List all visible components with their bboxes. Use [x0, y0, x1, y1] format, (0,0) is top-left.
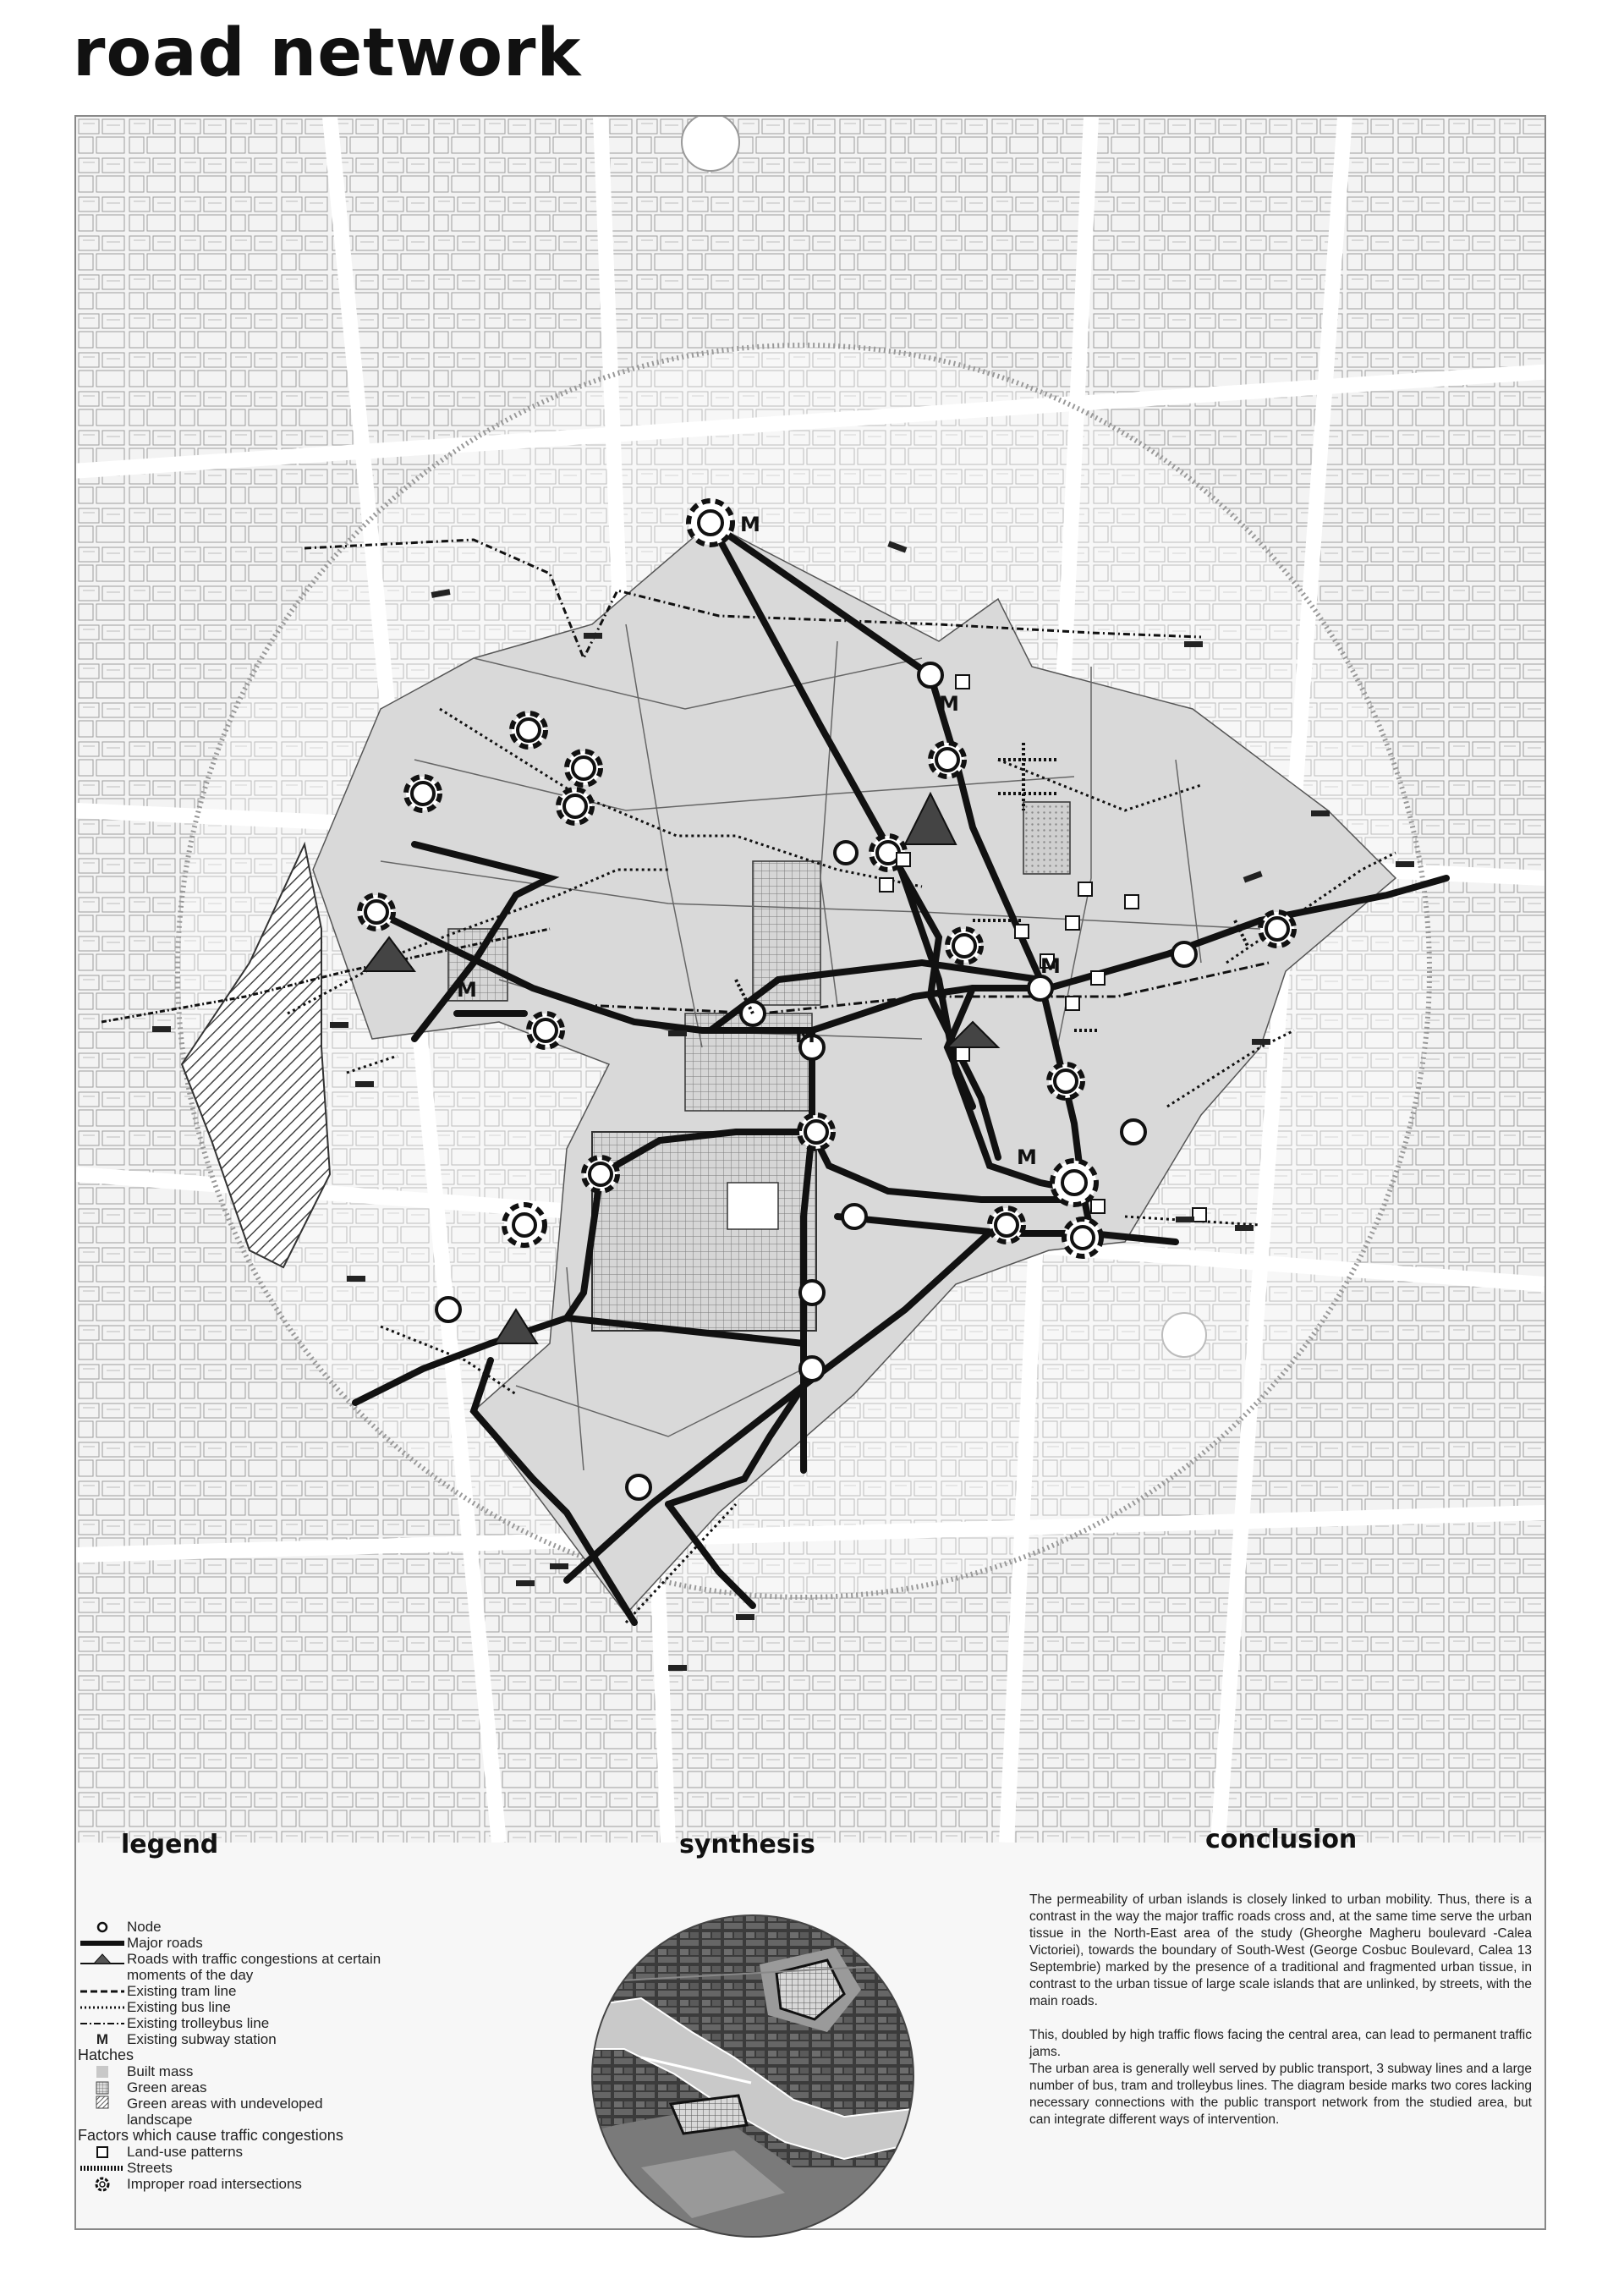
legend-label: Major roads	[127, 1935, 203, 1951]
green-area-pond	[727, 1183, 778, 1229]
legend-group-hatches: Hatches	[78, 2046, 134, 2063]
trolleybus-line-icon	[78, 2020, 127, 2027]
bus-line-icon	[78, 2004, 127, 2011]
legend-item-green-undeveloped-cont	[78, 2112, 475, 2128]
legend-label: Existing trolleybus line	[127, 2015, 270, 2031]
streets-icon	[78, 2164, 127, 2172]
legend-label: Land-use patterns	[127, 2144, 244, 2160]
legend-item-bus	[78, 1999, 475, 2015]
subway-station-label: M	[457, 978, 477, 1002]
green-area-ne	[1023, 802, 1070, 874]
legend-label: Existing bus line	[127, 1999, 231, 2015]
synthesis-heading: synthesis	[679, 1830, 815, 1859]
legend-item-tram	[78, 1983, 475, 1999]
conclusion-heading: conclusion	[1205, 1825, 1358, 1854]
synthesis-diagram	[590, 1914, 915, 2238]
legend-item-landuse	[78, 2144, 475, 2160]
legend-item-green	[78, 2079, 475, 2095]
major-road-icon	[78, 1939, 127, 1947]
subway-station-label: M	[1040, 954, 1061, 978]
improper-intersection-icon	[78, 2177, 127, 2192]
green-area-mid	[753, 861, 820, 1005]
legend-label: Existing subway station	[127, 2031, 277, 2047]
conclusion-text	[1029, 1892, 1532, 2145]
subway-station-label: M	[795, 1024, 815, 1047]
built-mass-icon	[78, 2065, 127, 2079]
legend-item-major-roads	[78, 1935, 475, 1951]
page-title: road network	[73, 15, 582, 91]
conclusion-paragraph: This, doubled by high traffic flows facing the central area, can lead to permanent traffic jams.	[1029, 2028, 1532, 2059]
legend-list	[78, 1919, 475, 2192]
legend-label: Roads with traffic congestions at certain	[127, 1951, 381, 1967]
legend-label: Improper road intersections	[127, 2176, 302, 2192]
legend-item-built	[78, 2063, 475, 2079]
legend-group-factors: Factors which cause traffic congestions	[78, 2127, 343, 2144]
legend-item-congestion	[78, 1951, 475, 1967]
legend-item-subway	[78, 2031, 475, 2047]
legend-label: moments of the day	[127, 1967, 254, 1983]
tram-line-icon	[78, 1988, 127, 1995]
conclusion-paragraph: The permeability of urban islands is closely linked to urban mobility. Thus, there is a contrast in the way the major traffic roads cross and, at the same time serve the urban tissue in the North-East area of the study (Gheorghe Magheru boulevard -Calea Victoriei), towards the boundary of South-West (George Cosbuc Boulevard, Calea 13 Septembrie) marked by the presence of a traditional and fragmented urban tissue, in contrast to the urban tissue of large scale islands that are unlinked, by streets, with the main roads.	[1029, 1892, 1532, 2008]
legend-label: Green areas with undeveloped	[127, 2095, 323, 2112]
subway-station-label: M	[1017, 1145, 1037, 1169]
road-network-map	[76, 117, 1544, 1843]
legend-label: Streets	[127, 2160, 173, 2176]
conclusion-paragraph: The urban area is generally well served by public transport, 3 subway lines and a large number of bus, tram and trolleybus lines. The diagram beside marks two cores lacking necessary connections with the public transport network from the studied area, but can integrate different ways of intervention.	[1029, 2062, 1532, 2127]
legend-label: Green areas	[127, 2079, 207, 2095]
legend-label: Built mass	[127, 2063, 194, 2079]
legend-item-trolley	[78, 2015, 475, 2031]
subway-icon: M	[96, 2031, 109, 2047]
legend-label: Node	[127, 1919, 162, 1935]
undeveloped-hatch-icon	[78, 2083, 127, 2124]
legend-label: Existing tram line	[127, 1983, 237, 1999]
node-icon	[78, 1920, 127, 1934]
legend-item-streets	[78, 2160, 475, 2176]
legend-heading: legend	[121, 1830, 219, 1859]
subway-station-label: M	[740, 513, 760, 536]
legend-item-congestion-cont	[78, 1967, 475, 1983]
landuse-icon	[78, 2145, 127, 2159]
subway-station-label: M	[939, 692, 959, 716]
legend-item-node	[78, 1919, 475, 1935]
legend-label: landscape	[127, 2112, 193, 2128]
legend-item-green-undeveloped	[78, 2095, 475, 2112]
congestion-icon	[78, 1953, 127, 1966]
legend-item-improper	[78, 2176, 475, 2192]
